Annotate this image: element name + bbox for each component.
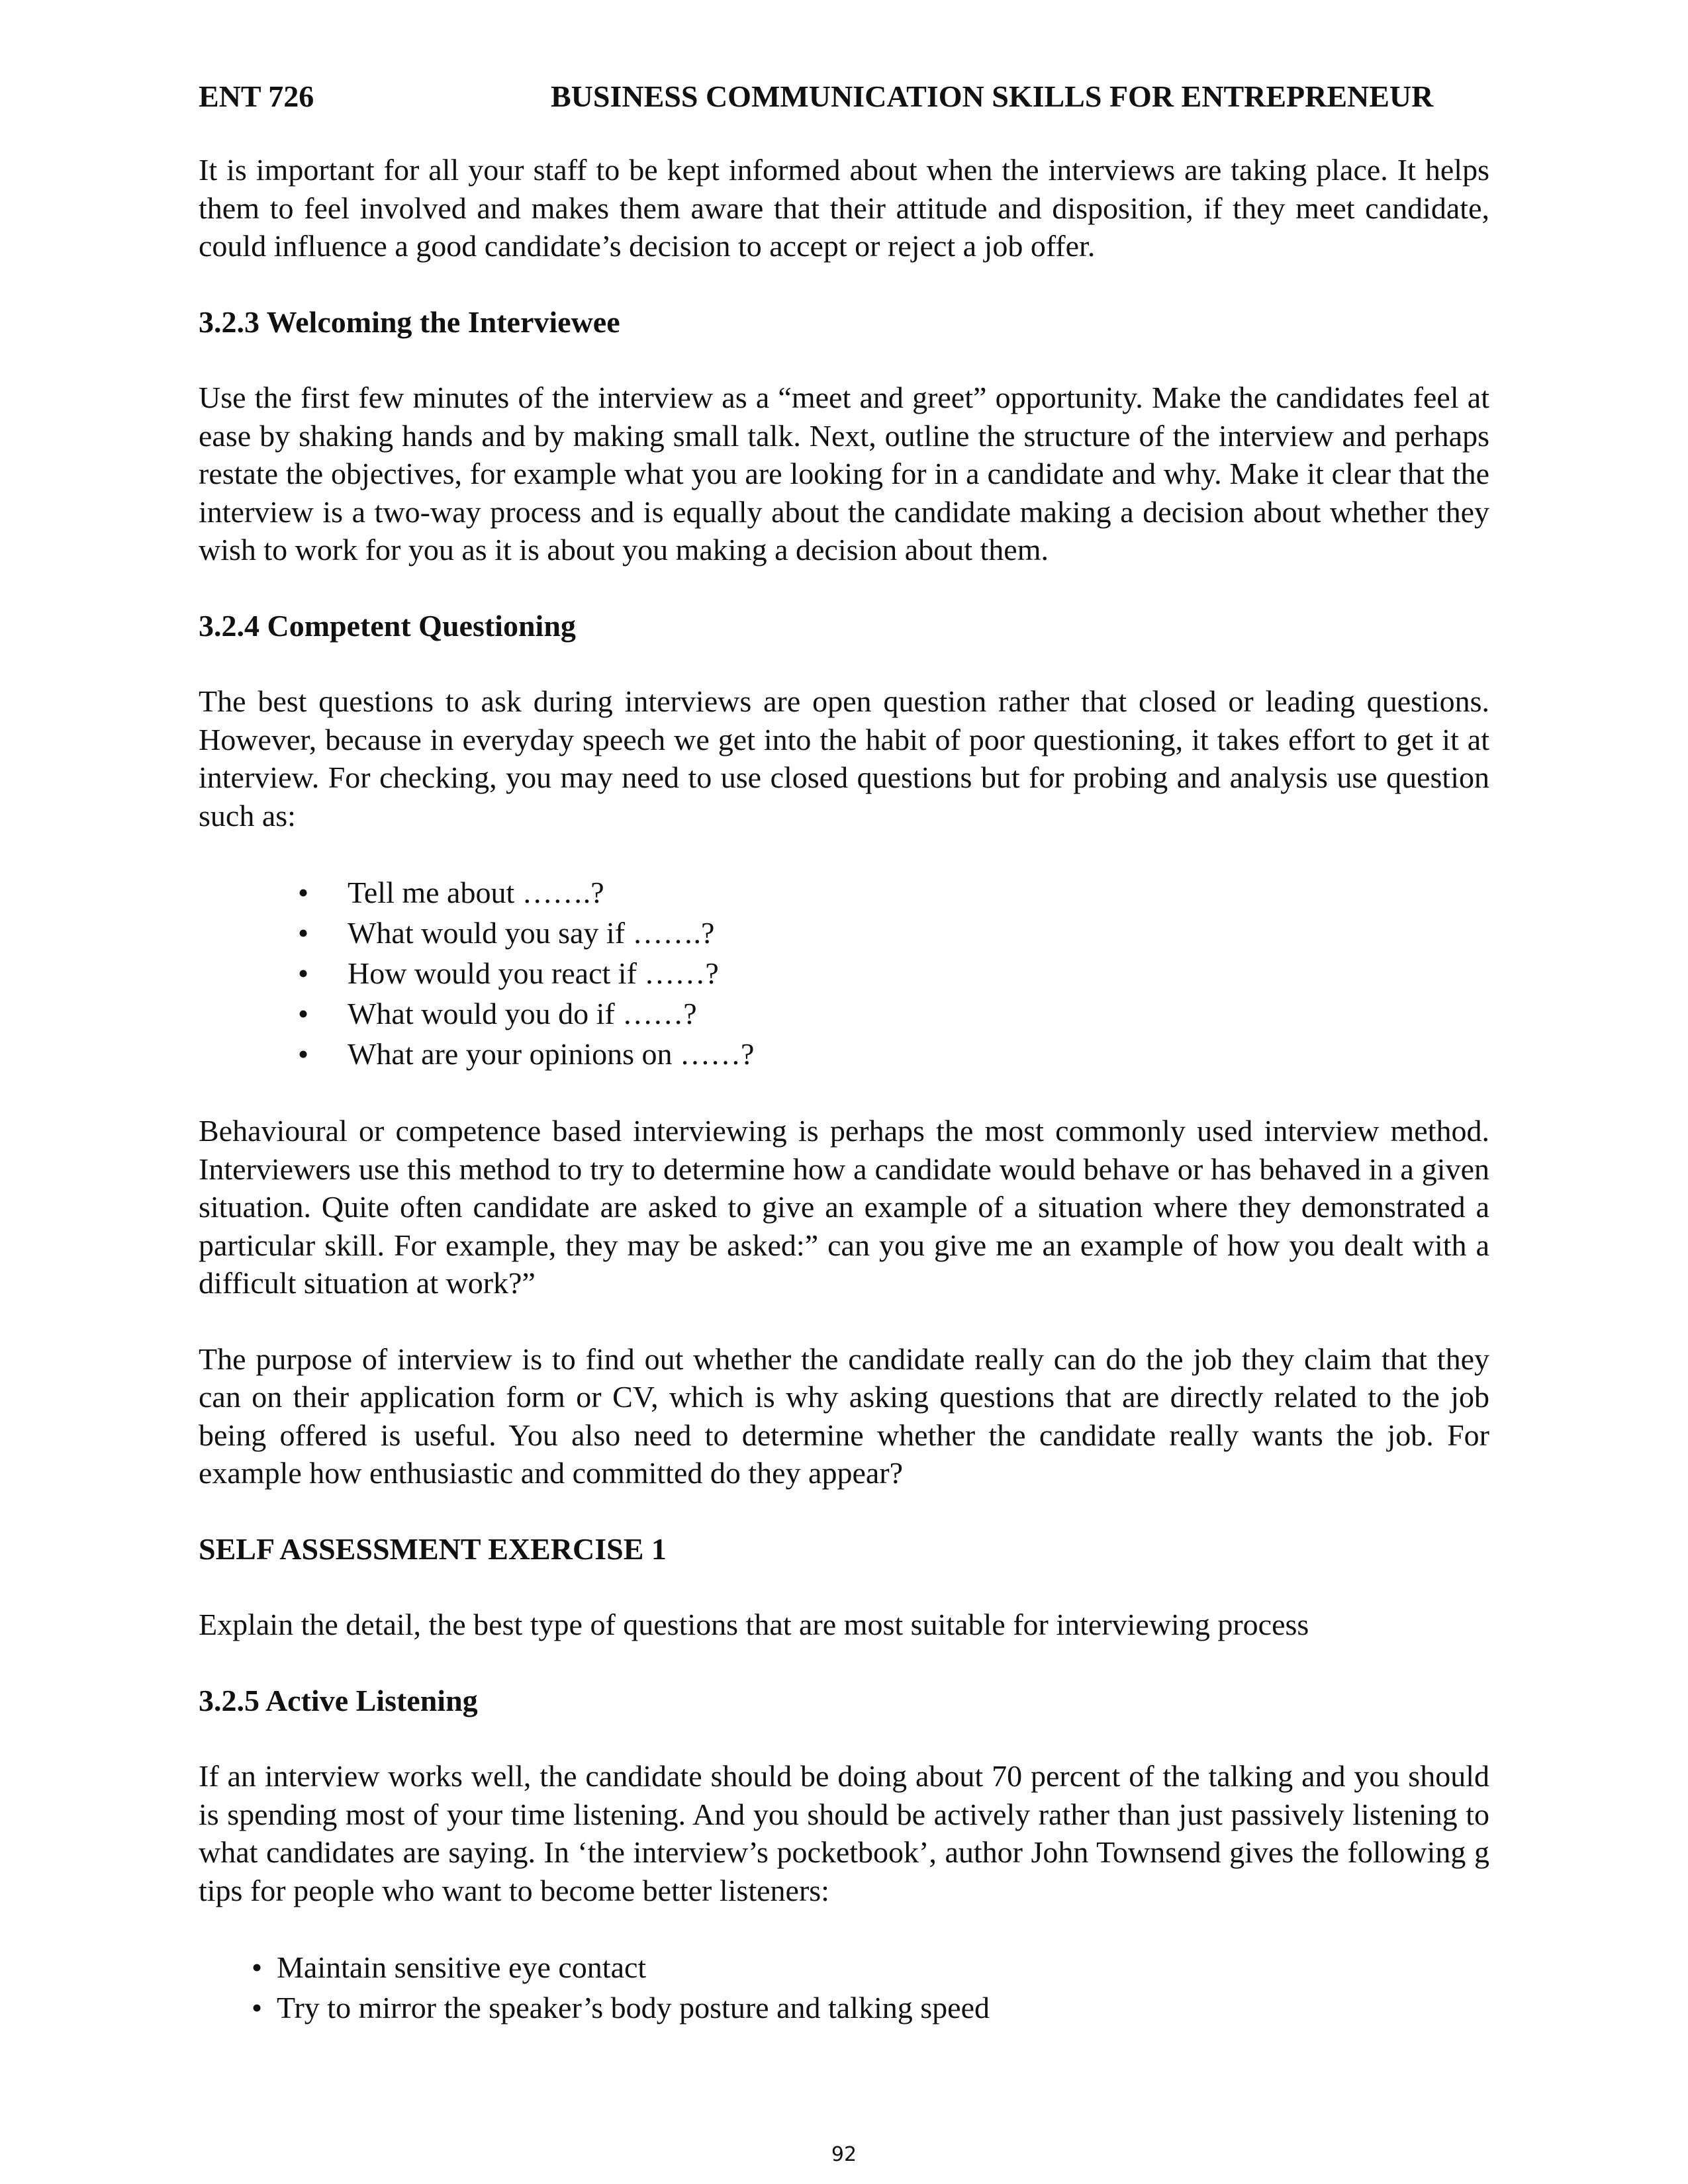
list-item-text: What are your opinions on ……? [348,1037,755,1071]
list-item [199,1947,1489,1987]
list-item [199,1987,1489,2028]
list-item-text: What would you do if ……? [348,997,697,1030]
paragraph-welcoming: Use the first few minutes of the interview as a “meet and greet” opportunity. Make the candidates feel at ease by shaking hands and by making small talk. Next, outline the structure of the interview and perhaps restate the objectives, for example what you are looking for in a candidate and why. Make it clear that the interview is a two-way process and is equally about the candidate making a decision about whether they wish to work for you as it is about you making a decision about them. [199,381,1489,567]
paragraph-questioning-intro: The best questions to ask during interviews are open question rather that closed or leading questions. However, because in everyday speech we get into the habit of poor questioning, it takes effort to get it at interview. For checking, you may need to use closed questions but for probing and analysis use question such as: [199,684,1489,833]
bullet-icon: • [298,997,309,1030]
list-item [199,953,1489,993]
page-number: 92 [831,2143,857,2166]
list-item [199,1034,1489,1074]
paragraph-behavioural: Behavioural or competence based interviewing is perhaps the most commonly used interview method. Interviewers use this method to try to determine how a candidate would behave or has behaved in a given situation. Quite often candidate are asked to give an example of a situation where they demonstrated a particular skill. For example, they may be asked:” can you give me an example of how you dealt with a difficult situation at work?” [199,1114,1489,1300]
section-heading-welcoming: 3.2.3 Welcoming the Interviewee [199,304,620,339]
list-item-text: Tell me about …….? [348,876,604,909]
exercise-text: Explain the detail, the best type of questions that are most suitable for interviewing process [199,1608,1309,1641]
list-item-text: How would you react if ……? [348,956,719,990]
list-item [199,913,1489,953]
course-code: ENT 726 [199,79,314,113]
list-item-text: What would you say if …….? [348,916,715,950]
bullet-icon: • [252,1950,263,1984]
listening-tips-list [199,1947,1489,2028]
paragraph-listening: If an interview works well, the candidate should be doing about 70 percent of the talking and you should is spending most of your time listening. And you should be actively rather than just passively listening to what candidates are saying. In ‘the interview’s pocketbook’, author John Townsend gives the following g tips for people who want to become better listeners: [199,1759,1489,1907]
list-item [199,872,1489,913]
section-heading-listening: 3.2.5 Active Listening [199,1683,478,1717]
question-list [199,872,1489,1074]
bullet-icon: • [298,916,309,950]
exercise-heading: SELF ASSESSMENT EXERCISE 1 [199,1531,667,1566]
list-item-text: Maintain sensitive eye contact [277,1950,647,1984]
list-item [199,993,1489,1034]
bullet-icon: • [298,1037,309,1071]
bullet-icon: • [252,1991,263,2025]
intro-paragraph: It is important for all your staff to be kept informed about when the interviews are taking place. It helps them to feel involved and makes them aware that their attitude and disposition, if they meet candidate, could influence a good candidate’s decision to accept or reject a job offer. [199,153,1489,263]
section-heading-questioning: 3.2.4 Competent Questioning [199,608,576,643]
paragraph-purpose: The purpose of interview is to find out whether the candidate really can do the job they claim that they can on their application form or CV, which is why asking questions that are directly related to the job being offered is useful. You also need to determine whether the candidate really wants the job. For example how enthusiastic and committed do they appear? [199,1342,1489,1490]
bullet-icon: • [298,956,309,990]
bullet-icon: • [298,876,309,909]
list-item-text: Try to mirror the speaker’s body posture and talking speed [277,1991,990,2025]
document-page [199,0,1489,2184]
course-title: BUSINESS COMMUNICATION SKILLS FOR ENTREPRENEUR [551,79,1434,113]
document-body [199,151,1489,2066]
